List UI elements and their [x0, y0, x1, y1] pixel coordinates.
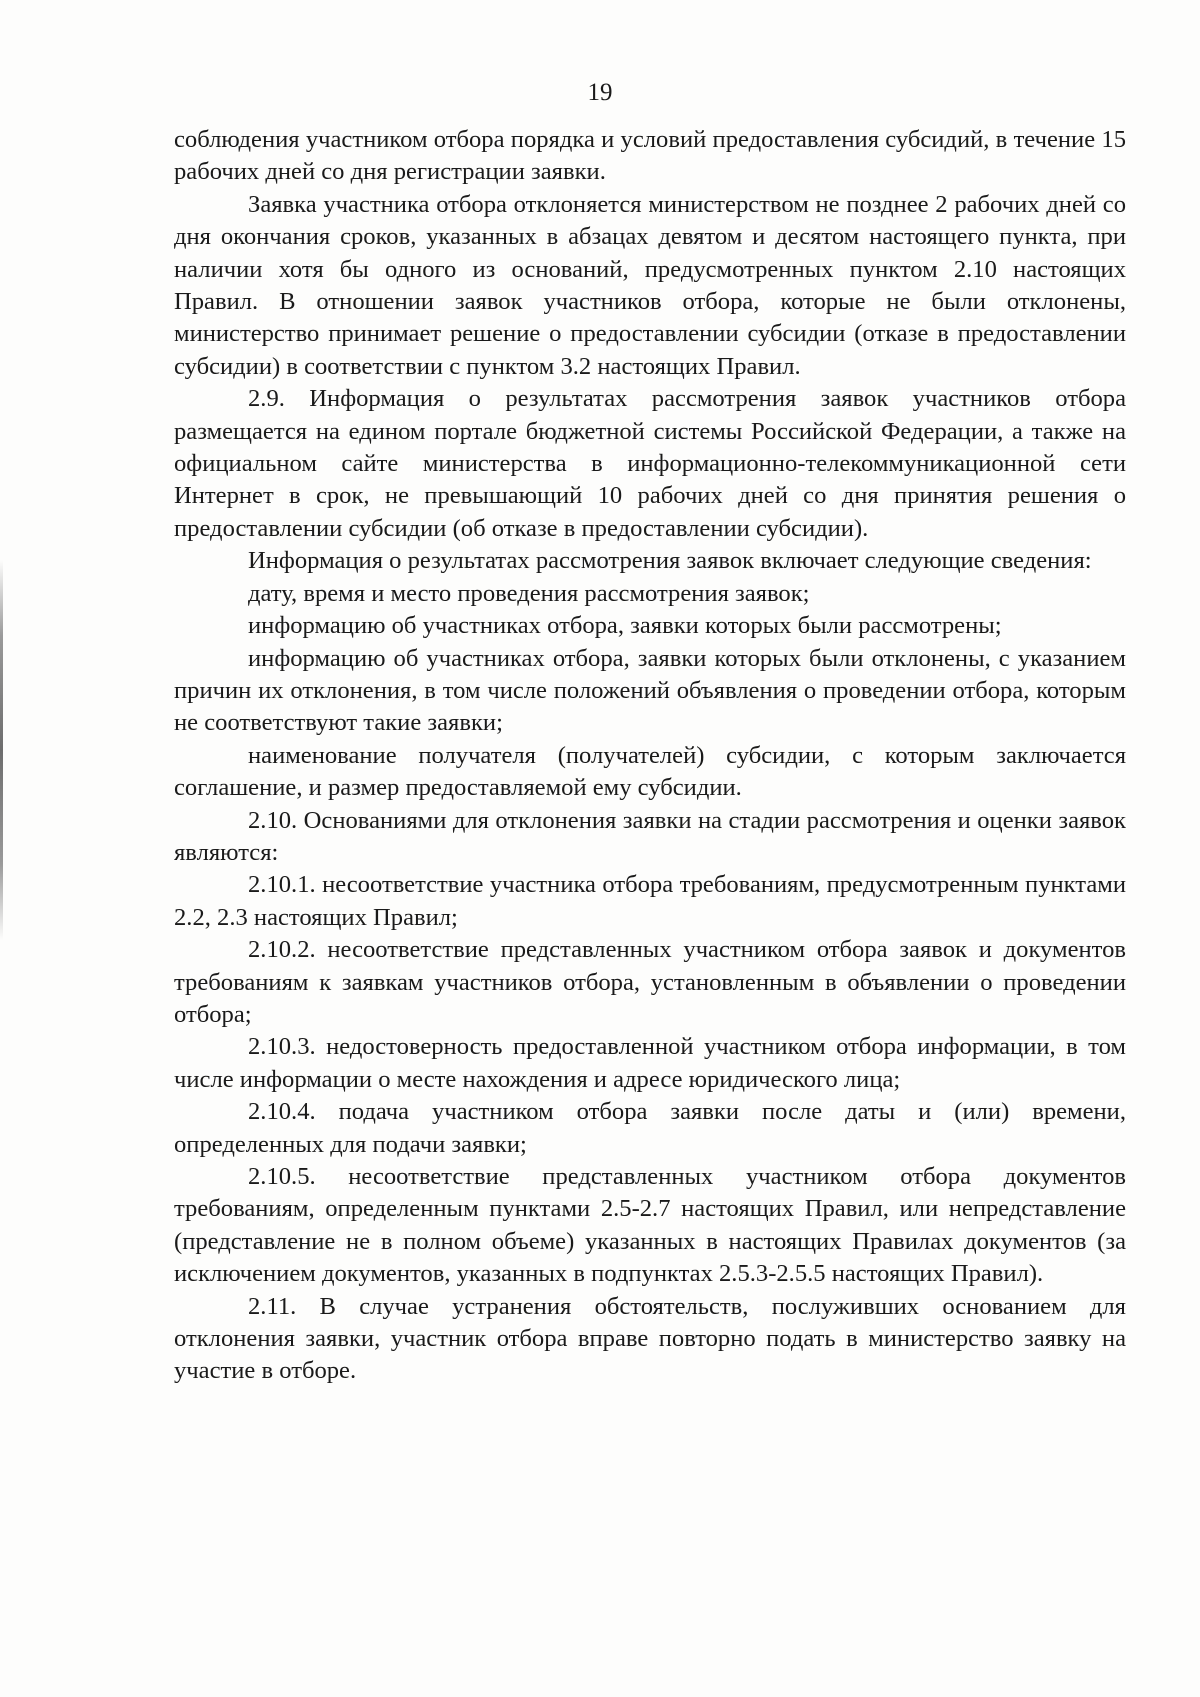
paragraph-2-10-3: 2.10.3. недостоверность предоставленной участником отбора информации, в том числе информации о месте нахождения и адресе юридического лица;	[174, 1033, 1126, 1093]
paragraph-2-10: 2.10. Основаниями для отклонения заявки на стадии рассмотрения и оценки заявок являются:	[174, 806, 1126, 866]
paragraph-2-10-2: 2.10.2. несоответствие представленных участником отбора заявок и документов требованиям к заявкам участников отбора, установленным в объявлении о проведении отбора;	[174, 936, 1126, 1028]
paragraph-application-rejection: Заявка участника отбора отклоняется министерством не позднее 2 рабочих дней со дня окончания сроков, указанных в абзацах девятом и десятом настоящего пункта, при наличии хотя бы одного из оснований, предусмотренных пунктом 2.10 настоящих Правил. В отношении заявок участников отбора, которые не были отклонены, министерство принимает решение о предоставлении субсидии (отказе в предоставлении субсидии) в соответствии с пунктом 3.2 настоящих Правил.	[174, 190, 1126, 380]
paragraph-results-info: Информация о результатах рассмотрения заявок включает следующие сведения:	[248, 547, 1092, 575]
paragraph-2-10-4: 2.10.4. подача участником отбора заявки после даты и (или) времени, определенных для подачи заявки;	[174, 1098, 1126, 1158]
list-item-reviewed-participants: информацию об участниках отбора, заявки которых были рассмотрены;	[248, 612, 1002, 640]
list-item-recipient-name: наименование получателя (получателей) субсидии, с которым заключается соглашение, и размер предоставляемой ему субсидии.	[174, 741, 1126, 802]
paragraph-2-10-1: 2.10.1. несоответствие участника отбора требованиям, предусмотренным пунктами 2.2, 2.3 настоящих Правил;	[174, 871, 1126, 931]
paragraph-2-10-5: 2.10.5. несоответствие представленных участником отбора документов требованиям, определенным пунктами 2.5-2.7 настоящих Правил, или непредставление (представление не в полном объеме) указанных в настоящих Правилах документов (за исключением документов, указанных в подпунктах 2.5.3-2.5.5 настоящих Правил).	[174, 1163, 1126, 1288]
paragraph-2-11: 2.11. В случае устранения обстоятельств, послуживших основанием для отклонения заявки, участник отбора вправе повторно подать в министерство заявку на участие в отборе.	[174, 1292, 1126, 1385]
paragraph-2-9: 2.9. Информация о результатах рассмотрения заявок участников отбора размещается на едином портале бюджетной системы Российской Федерации, а также на официальном сайте министерства в информационно-телекоммуникационной сети Интернет в срок, не превышающий 10 рабочих дней со дня принятия решения о предоставлении субсидии (об отказе в предоставлении субсидии).	[174, 385, 1126, 542]
page-number: 19	[587, 79, 613, 106]
list-item-rejected-participants: информацию об участниках отбора, заявки которых были отклонены, с указанием причин их отклонения, в том числе положений объявления о проведении отбора, которым не соответствуют такие заявки;	[174, 644, 1126, 737]
paragraph-continuation: соблюдения участником отбора порядка и условий предоставления субсидий, в течение 15 рабочих дней со дня регистрации заявки.	[174, 126, 1126, 186]
list-item-date-time-place: дату, время и место проведения рассмотрения заявок;	[248, 579, 810, 607]
document-body	[174, 124, 1126, 1388]
scan-edge-shadow	[0, 560, 3, 940]
